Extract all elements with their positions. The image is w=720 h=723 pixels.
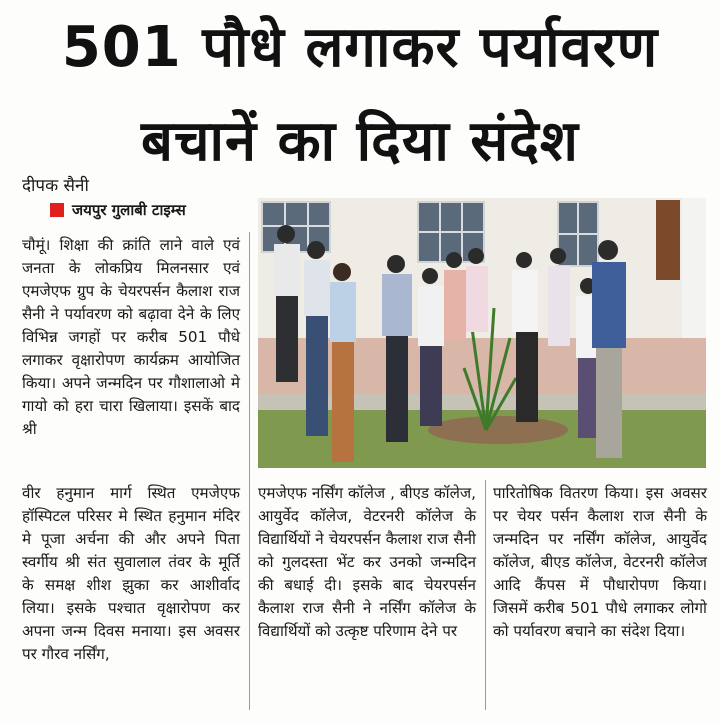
paragraph: चौमूं। शिक्षा की क्रांति लाने वाले एवं जनता के लोकप्रिय मिलनसार एवं एमजेएफ ग्रुप के चेयरपर्सन कैलाश राज सैनी ने पर्यावरण को बढ़ावा देने के लिए विभिन्न जगहों पर करीब 501 पौधे लगाकर वृक्षारोपण कार्यक्रम आयोजित किया। अपने जन्मदिन पर गौशालाओ मे गायो को हरा चारा खिलाया। इसकें बाद श्री — [22, 236, 240, 438]
article-column-1-bottom — [22, 482, 240, 666]
byline: दीपक सैनी — [22, 176, 89, 196]
paragraph: वीर हनुमान मार्ग स्थित एमजेएफ हॉस्पिटल परिसर मे स्थित हनुमान मंदिर मे पूजा अर्चना की और अपने पिता स्वर्गीय श्री संत सुवालाल तंवर के मूर्ति के समक्ष शीश झुका कर आशीर्वाद लिया। इसके पश्चात वृक्षारोपण कर अपना जन्म दिवस मनाया। इस अवसर पर गौरव नर्सिंग, — [22, 484, 240, 663]
headline-line-1: 501 पौधे लगाकर पर्यावरण — [61, 15, 659, 80]
source-label — [50, 200, 186, 220]
article-column-1-top — [22, 234, 240, 441]
photo-illustration — [258, 198, 706, 468]
paragraph: पारितोषिक वितरण किया। इस अवसर पर चेयर पर्सन कैलाश राज सैनी के जन्मदिन पर नर्सिंग कॉलेज, आयुर्वेद कॉलेज, बीएड कॉलेज, वेटरनरी कॉलेज आदि कैंपस में पौधारोपण किया। जिसमें करीब 501 पौधे लगाकर लोगो को पर्यावरण बचाने का संदेश दिया। — [493, 484, 707, 640]
column-divider — [249, 232, 250, 710]
article-column-3 — [493, 482, 707, 643]
paragraph: एमजेएफ नर्सिंग कॉलेज , बीएड कॉलेज, आयुर्वेद कॉलेज, वेटरनरी कॉलेज के विद्यार्थियों ने चेयरपर्सन कैलाश राज सैनी को गुलदस्ता भेंट कर उनको जन्मदिन की बधाई दी। इसके बाद चेयरपर्सन कैलाश राज सैनी ने नर्सिंग कॉलेज के विद्यार्थियों को उत्कृष्ट परिणाम देने पर — [258, 484, 476, 640]
news-photo — [258, 198, 706, 468]
column-divider — [485, 480, 486, 710]
article-column-2 — [258, 482, 476, 643]
red-square-icon — [50, 203, 64, 217]
headline-line-2: बचानें का दिया संदेश — [140, 109, 580, 174]
source-name: जयपुर गुलाबी टाइम्स — [72, 201, 186, 219]
